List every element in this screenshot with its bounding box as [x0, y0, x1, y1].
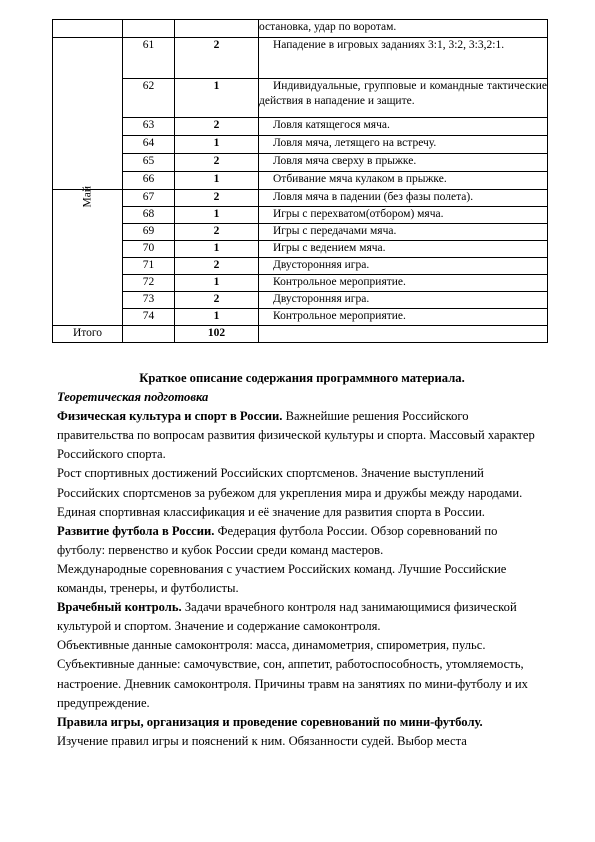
lesson-number-cell: 71	[123, 258, 175, 275]
month-cell	[53, 20, 123, 38]
paragraph	[57, 407, 547, 464]
paragraph-lead: Развитие футбола в России.	[57, 523, 215, 538]
paragraph-text: Важнейшие решения Российского правительства по вопросам развития физической культуры и спорта. Массовый характер Российского спорта.	[57, 409, 535, 462]
lesson-number-cell: 65	[123, 154, 175, 172]
hours-cell: 1	[175, 207, 259, 224]
paragraph-lead: Физическая культура и спорт в России.	[57, 409, 283, 424]
lesson-number-cell: 70	[123, 241, 175, 258]
month-label: Май	[81, 186, 93, 208]
lesson-number-cell: 63	[123, 118, 175, 136]
paragraph: Изучение правил игры и пояснений к ним. Обязанности судей. Выбор места	[57, 733, 467, 748]
lesson-number-cell: 61	[123, 38, 175, 79]
topic-cell: Контрольное мероприятие.	[259, 275, 548, 292]
paragraph: Правила игры, организация и проведение соревнований по мини-футболу.	[57, 714, 483, 729]
paragraph-lead: Врачебный контроль.	[57, 600, 182, 615]
table-row	[53, 118, 548, 136]
topic-cell: Двусторонняя игра.	[259, 258, 548, 275]
topic-cell: Ловля мяча сверху в прыжке.	[259, 154, 548, 172]
hours-cell: 2	[175, 38, 259, 79]
lesson-number-cell: 66	[123, 172, 175, 190]
lesson-number-cell: 69	[123, 224, 175, 241]
hours-cell: 1	[175, 275, 259, 292]
table-row	[53, 275, 548, 292]
lesson-number-cell: 72	[123, 275, 175, 292]
hours-cell: 2	[175, 154, 259, 172]
hours-cell: 2	[175, 224, 259, 241]
table-row	[53, 207, 548, 224]
lesson-number-cell: 67	[123, 190, 175, 207]
topic-cell: Ловля мяча, летящего на встречу.	[259, 136, 548, 154]
table-row	[53, 79, 548, 118]
table-row	[53, 154, 548, 172]
topic-cell: Ловля мяча в падении (без фазы полета).	[259, 190, 548, 207]
topic-cell: Двусторонняя игра.	[259, 292, 548, 309]
table-row	[53, 241, 548, 258]
lesson-plan-table	[52, 19, 548, 343]
section-heading: Краткое описание содержания программного материала.	[139, 371, 465, 385]
paragraph-text: Федерация футбола России. Обзор соревнований по футболу: первенство и кубок России среди команд мастеров.	[57, 523, 498, 557]
paragraph: Рост спортивных достижений Российских спортсменов. Значение выступлений Российских спортсменов за рубежом для укрепления мира и дружбы между народами. Единая спортивная классификация и её значение для развития спорта в России.	[57, 466, 523, 519]
topic-cell: Нападение в игровых заданиях 3:1, 3:2, 3:3,2:1.	[259, 38, 548, 79]
table-row	[53, 224, 548, 241]
topic-cell: Индивидуальные, групповые и командные тактические действия в нападение и защите.	[259, 79, 548, 118]
table-row	[53, 20, 548, 38]
program-description	[57, 369, 547, 751]
total-label: Итого	[53, 326, 123, 343]
table-row	[53, 190, 548, 207]
topic-cell: Контрольное мероприятие.	[259, 309, 548, 326]
lesson-number-cell: 64	[123, 136, 175, 154]
lesson-number-cell	[123, 326, 175, 343]
topic-cell: Игры с ведением мяча.	[259, 241, 548, 258]
lesson-number-cell	[123, 20, 175, 38]
hours-cell: 2	[175, 258, 259, 275]
paragraph-text: Задачи врачебного контроля над занимающимися физической культурой и спортом. Значение и содержание самоконтроля.	[57, 600, 517, 634]
hours-cell: 1	[175, 172, 259, 190]
month-cell-may	[53, 186, 123, 326]
topic-cell: остановка, удар по воротам.	[259, 20, 548, 38]
hours-cell: 1	[175, 241, 259, 258]
hours-cell	[175, 20, 259, 38]
table-row	[53, 172, 548, 190]
lesson-number-cell: 73	[123, 292, 175, 309]
topic-cell: Ловля катящегося мяча.	[259, 118, 548, 136]
month-cell	[53, 38, 123, 190]
topic-cell	[259, 326, 548, 343]
topic-cell: Игры с передачами мяча.	[259, 224, 548, 241]
paragraph: Международные соревнования с участием Российских команд. Лучшие Российские команды, тренеры, и футболисты.	[57, 561, 507, 596]
hours-cell: 1	[175, 79, 259, 118]
table-row	[53, 258, 548, 275]
table-row	[53, 38, 548, 79]
topic-cell: Игры с перехватом(отбором) мяча.	[259, 207, 548, 224]
lesson-number-cell: 68	[123, 207, 175, 224]
paragraph	[57, 598, 547, 636]
paragraph: Субъективные данные: самочувствие, сон, аппетит, работоспособность, утомляемость, настроение. Дневник самоконтроля. Причины травм на занятиях по мини-футболу и их предупреждение.	[57, 657, 528, 710]
paragraph	[57, 522, 547, 560]
table-row	[53, 309, 548, 326]
hours-cell: 2	[175, 118, 259, 136]
total-hours: 102	[175, 326, 259, 343]
hours-cell: 1	[175, 309, 259, 326]
hours-cell: 2	[175, 190, 259, 207]
paragraph: Объективные данные самоконтроля: масса, динамометрия, спирометрия, пульс.	[57, 638, 486, 653]
table-row-total	[53, 326, 548, 343]
hours-cell: 2	[175, 292, 259, 309]
hours-cell: 1	[175, 136, 259, 154]
table-row	[53, 292, 548, 309]
topic-cell: Отбивание мяча кулаком в прыжке.	[259, 172, 548, 190]
section-subheading: Теоретическая подготовка	[57, 390, 209, 405]
lesson-number-cell: 74	[123, 309, 175, 326]
lesson-number-cell: 62	[123, 79, 175, 118]
table-row	[53, 136, 548, 154]
